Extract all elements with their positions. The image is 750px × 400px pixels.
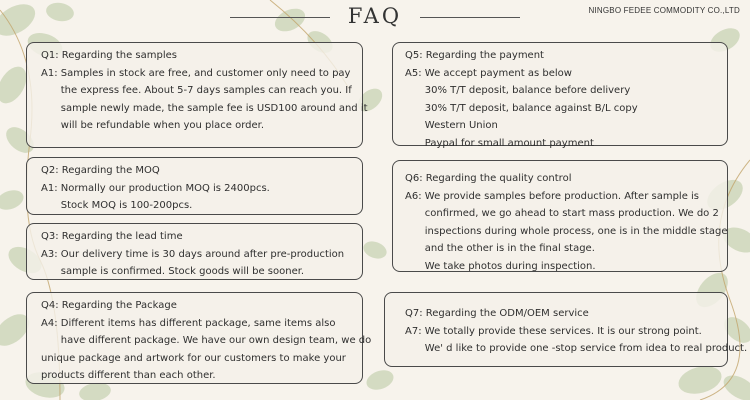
faq-answer-line: Normally our production MOQ is 2400pcs. — [60, 182, 270, 194]
faq-answer-line: 30% T/T deposit, balance before delivery — [424, 85, 631, 96]
faq-card-q7 — [384, 292, 748, 367]
faq-answer-line: will be refundable when you place order. — [60, 120, 265, 131]
faq-answer-line: Stock MOQ is 100-200pcs. — [60, 200, 193, 211]
faq-answer-label: A7: — [405, 325, 425, 337]
faq-answer-line: products different than each other. — [41, 370, 216, 381]
faq-answer-line: Different items has different package, same items also — [60, 317, 336, 329]
faq-question: Q7: Regarding the ODM/OEM service — [405, 308, 589, 319]
faq-answer-line: inspections during whole process, one is in the middle stage — [424, 225, 728, 237]
faq-answer-line: Paypal for small amount payment — [424, 137, 594, 149]
faq-answer-line: We take photos during inspection. — [424, 260, 596, 272]
faq-answer-line: 30% T/T deposit, balance against B/L copy — [424, 102, 638, 114]
faq-card-q6 — [392, 160, 728, 272]
faq-answer-line: unique package and artwork for our customers to make your — [41, 352, 346, 364]
faq-answer-line: We provide samples before production. After sample is — [424, 190, 700, 202]
faq-answer-label: A5: — [405, 67, 425, 79]
faq-answer-line: Samples in stock are free, and customer only need to pay — [60, 67, 351, 79]
faq-answer-line: have different package. We have our own design team, we do — [60, 335, 372, 346]
faq-question: Q3: Regarding the lead time — [41, 231, 183, 242]
faq-answer-line: confirmed, we go ahead to start mass production. We do 2 — [424, 208, 719, 219]
faq-answer-line: and the other is in the final stage. — [424, 243, 595, 254]
faq-card-q2 — [26, 157, 363, 215]
faq-answer-line: We totally provide these services. It is our strong point. — [424, 325, 702, 337]
header-rule-right — [420, 17, 520, 18]
faq-answer-label: A4: — [41, 317, 61, 329]
faq-answer-label: A3: — [41, 248, 61, 260]
page-title: FAQ — [347, 4, 403, 28]
faq-answer-label: A1: — [41, 67, 61, 79]
faq-question: Q2: Regarding the MOQ — [41, 165, 160, 176]
faq-card-q3 — [26, 223, 363, 280]
faq-card-q4 — [26, 292, 372, 384]
faq-answer-label: A1: — [41, 182, 61, 194]
faq-answer-line: We' d like to provide one -stop service from idea to real product. — [424, 343, 748, 354]
faq-answer-line: the express fee. About 5-7 days samples can reach you. If — [60, 85, 352, 96]
company-name: NINGBO FEDEE COMMODITY CO.,LTD — [588, 6, 740, 15]
faq-question: Q6: Regarding the quality control — [405, 173, 572, 184]
faq-answer-line: sample newly made, the sample fee is USD100 around and it — [60, 102, 368, 114]
faq-card-q1 — [26, 42, 368, 148]
header-rule-left — [230, 17, 330, 18]
faq-answer-line: We accept payment as below — [424, 67, 572, 79]
faq-question: Q4: Regarding the Package — [41, 300, 177, 311]
faq-answer-line: Western Union — [424, 120, 498, 131]
faq-answer-line: sample is confirmed. Stock goods will be sooner. — [60, 266, 305, 277]
faq-card-q5 — [392, 42, 728, 149]
faq-question: Q5: Regarding the payment — [405, 50, 544, 61]
faq-answer-label: A6: — [405, 190, 425, 202]
faq-question: Q1: Regarding the samples — [41, 50, 177, 61]
faq-answer-line: Our delivery time is 30 days around after pre-production — [60, 248, 345, 260]
